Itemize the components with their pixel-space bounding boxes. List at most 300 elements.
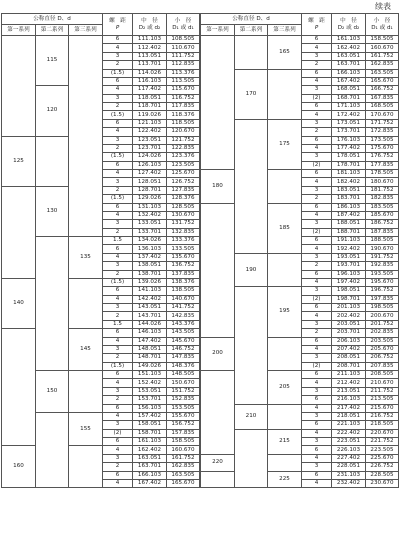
mid-diameter-cell: 144.026 xyxy=(133,320,167,328)
pitch-cell: 3 xyxy=(302,153,332,161)
pitch-cell: 6 xyxy=(302,203,332,211)
pitch-cell: 1.5 xyxy=(103,237,133,245)
minor-diameter-cell: 127.835 xyxy=(167,186,200,194)
pitch-cell: 6 xyxy=(103,404,133,412)
mid-diameter-cell: 151.103 xyxy=(133,371,167,379)
minor-diameter-cell: 203.505 xyxy=(366,337,399,345)
minor-diameter-cell: 146.752 xyxy=(167,345,200,353)
minor-diameter-cell: 165.670 xyxy=(366,77,399,85)
minor-diameter-cell: 191.752 xyxy=(366,253,399,261)
pitch-cell: 3 xyxy=(302,253,332,261)
pitch-cell: 4 xyxy=(103,170,133,178)
mid-diameter-cell: 206.103 xyxy=(332,337,366,345)
pitch-cell: 4 xyxy=(302,77,332,85)
mid-diameter-cell: 162.402 xyxy=(332,44,366,52)
nominal-diameter-cell: 165 xyxy=(268,36,302,70)
pitch-cell: 6 xyxy=(103,77,133,85)
pitch-cell: 4 xyxy=(103,412,133,420)
nominal-diameter-cell: 205 xyxy=(268,371,302,405)
table-row xyxy=(201,471,399,479)
minor-diameter-cell: 140.670 xyxy=(167,295,200,303)
nominal-diameter-cell: 210 xyxy=(235,404,268,429)
nominal-diameter-cell: 135 xyxy=(69,237,103,279)
mid-diameter-cell: 157.402 xyxy=(133,412,167,420)
table-row xyxy=(2,446,200,454)
header-series-3: 第三系列 xyxy=(268,25,302,36)
pitch-cell: 4 xyxy=(302,178,332,186)
minor-diameter-cell: 163.505 xyxy=(167,471,200,479)
mid-diameter-cell: 186.103 xyxy=(332,203,366,211)
pitch-cell: 3 xyxy=(302,52,332,60)
minor-diameter-cell: 208.505 xyxy=(366,371,399,379)
mid-diameter-cell: 153.701 xyxy=(133,396,167,404)
pitch-cell: 4 xyxy=(302,345,332,353)
pitch-cell: 4 xyxy=(103,295,133,303)
header-series-2: 第二系列 xyxy=(36,25,69,36)
minor-diameter-cell: 130.670 xyxy=(167,211,200,219)
minor-diameter-cell: 188.505 xyxy=(366,237,399,245)
pitch-cell: 6 xyxy=(103,438,133,446)
pitch-cell: 3 xyxy=(302,463,332,471)
pitch-cell: (2) xyxy=(302,295,332,303)
nominal-diameter-empty xyxy=(36,136,69,186)
nominal-diameter-empty xyxy=(201,36,235,170)
minor-diameter-cell: 173.505 xyxy=(366,136,399,144)
mid-diameter-cell: 177.402 xyxy=(332,144,366,152)
minor-diameter-cell: 147.835 xyxy=(167,354,200,362)
nominal-diameter-cell: 155 xyxy=(69,412,103,446)
pitch-cell: 4 xyxy=(302,379,332,387)
pitch-cell: 3 xyxy=(302,354,332,362)
header-series-3: 第三系列 xyxy=(69,25,103,36)
mid-diameter-cell: 231.103 xyxy=(332,471,366,479)
mid-diameter-cell: 162.402 xyxy=(133,446,167,454)
mid-diameter-cell: 188.701 xyxy=(332,228,366,236)
minor-diameter-cell: 160.670 xyxy=(366,44,399,52)
mid-diameter-cell: 136.103 xyxy=(133,245,167,253)
minor-diameter-cell: 218.505 xyxy=(366,421,399,429)
mid-diameter-cell: 171.103 xyxy=(332,103,366,111)
minor-diameter-cell: 183.505 xyxy=(366,203,399,211)
mid-diameter-cell: 118.701 xyxy=(133,103,167,111)
minor-diameter-cell: 128.376 xyxy=(167,195,200,203)
mid-diameter-cell: 138.701 xyxy=(133,270,167,278)
nominal-diameter-cell: 175 xyxy=(268,119,302,169)
minor-diameter-cell: 142.835 xyxy=(167,312,200,320)
nominal-diameter-empty xyxy=(36,237,69,371)
minor-diameter-cell: 172.835 xyxy=(366,128,399,136)
pitch-cell: 2 xyxy=(103,270,133,278)
minor-diameter-cell: 225.670 xyxy=(366,454,399,462)
nominal-diameter-cell: 200 xyxy=(201,337,235,371)
pitch-cell: 4 xyxy=(103,211,133,219)
pitch-cell: 4 xyxy=(302,479,332,487)
mid-diameter-cell: 114.026 xyxy=(133,69,167,77)
minor-diameter-cell: 185.670 xyxy=(366,211,399,219)
pitch-cell: 3 xyxy=(302,438,332,446)
minor-diameter-cell: 128.505 xyxy=(167,203,200,211)
mid-diameter-cell: 228.051 xyxy=(332,463,366,471)
mid-diameter-cell: 193.051 xyxy=(332,253,366,261)
minor-diameter-cell: 162.835 xyxy=(167,463,200,471)
mid-diameter-cell: 232.402 xyxy=(332,479,366,487)
mid-diameter-cell: 173.701 xyxy=(332,128,366,136)
pitch-cell: 6 xyxy=(302,103,332,111)
nominal-diameter-cell: 140 xyxy=(2,278,36,328)
pitch-cell: 2 xyxy=(302,61,332,69)
minor-diameter-cell: 171.752 xyxy=(366,119,399,127)
minor-diameter-cell: 133.376 xyxy=(167,237,200,245)
mid-diameter-cell: 167.402 xyxy=(332,77,366,85)
minor-diameter-cell: 118.505 xyxy=(167,119,200,127)
mid-diameter-cell: 193.701 xyxy=(332,262,366,270)
pitch-cell: 3 xyxy=(103,262,133,270)
nominal-diameter-cell: 150 xyxy=(36,371,69,413)
pitch-cell: 4 xyxy=(302,278,332,286)
pitch-cell: 2 xyxy=(103,103,133,111)
minor-diameter-cell: 158.505 xyxy=(366,36,399,44)
mid-diameter-cell: 116.103 xyxy=(133,77,167,85)
minor-diameter-cell: 108.505 xyxy=(167,36,200,44)
mid-diameter-cell: 158.051 xyxy=(133,421,167,429)
minor-diameter-cell: 197.835 xyxy=(366,295,399,303)
pitch-cell: 3 xyxy=(103,94,133,102)
table-row xyxy=(2,36,200,44)
table-row xyxy=(2,278,200,286)
mid-diameter-cell: 183.051 xyxy=(332,186,366,194)
pitch-cell: 3 xyxy=(302,320,332,328)
nominal-diameter-cell: 195 xyxy=(268,287,302,337)
pitch-cell: 3 xyxy=(103,178,133,186)
minor-diameter-cell: 206.752 xyxy=(366,354,399,362)
nominal-diameter-empty xyxy=(235,36,268,70)
minor-diameter-cell: 181.752 xyxy=(366,186,399,194)
pitch-cell: 6 xyxy=(103,287,133,295)
minor-diameter-cell: 160.670 xyxy=(167,446,200,454)
pitch-cell: 3 xyxy=(103,304,133,312)
minor-diameter-cell: 226.752 xyxy=(366,463,399,471)
pitch-cell: 2 xyxy=(302,329,332,337)
header-mid-diameter: 中 径 D₂ 或 d₂ xyxy=(133,14,167,36)
pitch-cell: 3 xyxy=(103,387,133,395)
mid-diameter-cell: 176.103 xyxy=(332,136,366,144)
minor-diameter-cell: 161.752 xyxy=(366,52,399,60)
mid-diameter-cell: 138.051 xyxy=(133,262,167,270)
minor-diameter-cell: 213.505 xyxy=(366,396,399,404)
minor-diameter-cell: 228.505 xyxy=(366,471,399,479)
minor-diameter-cell: 220.670 xyxy=(366,429,399,437)
mid-diameter-cell: 113.051 xyxy=(133,52,167,60)
pitch-cell: (1.5) xyxy=(103,69,133,77)
minor-diameter-cell: 161.752 xyxy=(167,454,200,462)
pitch-cell: 4 xyxy=(302,111,332,119)
minor-diameter-cell: 177.835 xyxy=(366,161,399,169)
pitch-cell: 3 xyxy=(103,136,133,144)
pitch-cell: 4 xyxy=(103,86,133,94)
pitch-cell: (2) xyxy=(302,228,332,236)
mid-diameter-cell: 148.701 xyxy=(133,354,167,362)
nominal-diameter-cell: 120 xyxy=(36,86,69,136)
pitch-cell: (2) xyxy=(302,362,332,370)
nominal-diameter-cell: 225 xyxy=(268,471,302,488)
mid-diameter-cell: 133.701 xyxy=(133,228,167,236)
mid-diameter-cell: 166.103 xyxy=(133,471,167,479)
minor-diameter-cell: 156.752 xyxy=(167,421,200,429)
pitch-cell: 4 xyxy=(302,144,332,152)
nominal-diameter-cell: 130 xyxy=(36,186,69,236)
nominal-diameter-empty xyxy=(235,119,268,253)
pitch-cell: 4 xyxy=(103,479,133,487)
pitch-cell: 4 xyxy=(103,337,133,345)
pitch-cell: 3 xyxy=(302,186,332,194)
minor-diameter-cell: 175.670 xyxy=(366,144,399,152)
mid-diameter-cell: 207.402 xyxy=(332,345,366,353)
header-series-1: 第一系列 xyxy=(201,25,235,36)
minor-diameter-cell: 116.752 xyxy=(167,94,200,102)
mid-diameter-cell: 192.402 xyxy=(332,245,366,253)
nominal-diameter-cell: 125 xyxy=(2,136,36,186)
nominal-diameter-empty xyxy=(2,186,36,278)
minor-diameter-cell: 205.670 xyxy=(366,345,399,353)
mid-diameter-cell: 127.402 xyxy=(133,170,167,178)
minor-diameter-cell: 118.376 xyxy=(167,111,200,119)
pitch-cell: 4 xyxy=(103,44,133,52)
minor-diameter-cell: 223.505 xyxy=(366,446,399,454)
pitch-cell: 3 xyxy=(302,220,332,228)
pitch-cell: 6 xyxy=(302,237,332,245)
minor-diameter-cell: 163.505 xyxy=(366,69,399,77)
minor-diameter-cell: 111.752 xyxy=(167,52,200,60)
pitch-cell: 6 xyxy=(302,337,332,345)
mid-diameter-cell: 218.051 xyxy=(332,412,366,420)
nominal-diameter-empty xyxy=(235,287,268,404)
pitch-cell: 6 xyxy=(302,170,332,178)
minor-diameter-cell: 121.752 xyxy=(167,136,200,144)
thread-table-right xyxy=(200,13,399,488)
minor-diameter-cell: 136.752 xyxy=(167,262,200,270)
minor-diameter-cell: 168.505 xyxy=(366,103,399,111)
mid-diameter-cell: 134.026 xyxy=(133,237,167,245)
nominal-diameter-cell: 215 xyxy=(268,429,302,454)
table-row xyxy=(201,203,399,211)
minor-diameter-cell: 126.752 xyxy=(167,178,200,186)
pitch-cell: 2 xyxy=(103,463,133,471)
mid-diameter-cell: 118.051 xyxy=(133,94,167,102)
minor-diameter-cell: 135.670 xyxy=(167,253,200,261)
mid-diameter-cell: 203.701 xyxy=(332,329,366,337)
nominal-diameter-cell: 190 xyxy=(235,253,268,287)
mid-diameter-cell: 119.026 xyxy=(133,111,167,119)
mid-diameter-cell: 152.402 xyxy=(133,379,167,387)
nominal-diameter-empty xyxy=(69,278,103,328)
nominal-diameter-cell: 170 xyxy=(235,69,268,119)
minor-diameter-cell: 138.376 xyxy=(167,278,200,286)
nominal-diameter-empty xyxy=(2,36,36,137)
mid-diameter-cell: 208.051 xyxy=(332,354,366,362)
pitch-cell: 6 xyxy=(302,69,332,77)
minor-diameter-cell: 193.505 xyxy=(366,270,399,278)
mid-diameter-cell: 147.402 xyxy=(133,337,167,345)
mid-diameter-cell: 149.026 xyxy=(133,362,167,370)
pitch-cell: 4 xyxy=(103,446,133,454)
nominal-diameter-empty xyxy=(268,69,302,119)
mid-diameter-cell: 168.701 xyxy=(332,94,366,102)
pitch-cell: 6 xyxy=(103,203,133,211)
minor-diameter-cell: 158.505 xyxy=(167,438,200,446)
pitch-cell: 6 xyxy=(103,245,133,253)
minor-diameter-cell: 180.670 xyxy=(366,178,399,186)
minor-diameter-cell: 182.835 xyxy=(366,195,399,203)
mid-diameter-cell: 123.701 xyxy=(133,144,167,152)
pitch-cell: 6 xyxy=(302,136,332,144)
pitch-cell: 6 xyxy=(302,270,332,278)
minor-diameter-cell: 207.835 xyxy=(366,362,399,370)
nominal-diameter-empty xyxy=(36,412,69,487)
mid-diameter-cell: 161.103 xyxy=(332,36,366,44)
nominal-diameter-cell: 185 xyxy=(268,203,302,253)
mid-diameter-cell: 212.402 xyxy=(332,379,366,387)
mid-diameter-cell: 201.103 xyxy=(332,304,366,312)
mid-diameter-cell: 188.051 xyxy=(332,220,366,228)
nominal-diameter-cell: 160 xyxy=(2,446,36,488)
mid-diameter-cell: 172.402 xyxy=(332,111,366,119)
pitch-cell: 6 xyxy=(103,161,133,169)
mid-diameter-cell: 131.103 xyxy=(133,203,167,211)
header-series-2: 第二系列 xyxy=(235,25,268,36)
mid-diameter-cell: 221.103 xyxy=(332,421,366,429)
minor-diameter-cell: 178.505 xyxy=(366,170,399,178)
mid-diameter-cell: 196.103 xyxy=(332,270,366,278)
mid-diameter-cell: 142.402 xyxy=(133,295,167,303)
mid-diameter-cell: 211.103 xyxy=(332,371,366,379)
header-nominal: 公称直径 D、d xyxy=(2,14,103,25)
mid-diameter-cell: 222.402 xyxy=(332,429,366,437)
table-row xyxy=(201,170,399,178)
mid-diameter-cell: 143.701 xyxy=(133,312,167,320)
pitch-cell: 4 xyxy=(103,128,133,136)
pitch-cell: 6 xyxy=(302,471,332,479)
nominal-diameter-empty xyxy=(201,203,235,337)
nominal-diameter-empty xyxy=(268,454,302,471)
pitch-cell: 4 xyxy=(103,253,133,261)
pitch-cell: (1.5) xyxy=(103,111,133,119)
minor-diameter-cell: 167.835 xyxy=(366,94,399,102)
minor-diameter-cell: 192.835 xyxy=(366,262,399,270)
pitch-cell: 6 xyxy=(302,421,332,429)
mid-diameter-cell: 198.701 xyxy=(332,295,366,303)
mid-diameter-cell: 213.051 xyxy=(332,387,366,395)
minor-diameter-cell: 187.835 xyxy=(366,228,399,236)
header-pitch: 螺 距 P xyxy=(103,14,133,36)
nominal-diameter-empty xyxy=(201,471,235,488)
minor-diameter-cell: 190.670 xyxy=(366,245,399,253)
minor-diameter-cell: 117.835 xyxy=(167,103,200,111)
pitch-cell: 3 xyxy=(103,52,133,60)
mid-diameter-cell: 226.103 xyxy=(332,446,366,454)
table-row xyxy=(201,454,399,462)
nominal-diameter-empty xyxy=(69,36,103,237)
pitch-cell: 6 xyxy=(302,396,332,404)
minor-diameter-cell: 115.670 xyxy=(167,86,200,94)
pitch-cell: (1.5) xyxy=(103,153,133,161)
nominal-diameter-empty xyxy=(201,371,235,455)
pitch-cell: 2 xyxy=(103,186,133,194)
minor-diameter-cell: 123.376 xyxy=(167,153,200,161)
pitch-cell: 3 xyxy=(103,220,133,228)
header-mid-diameter: 中 径 D₂ 或 d₂ xyxy=(332,14,366,36)
mid-diameter-cell: 163.701 xyxy=(133,463,167,471)
mid-diameter-cell: 161.103 xyxy=(133,438,167,446)
header-minor-diameter: 小 径 D₁ 或 d₁ xyxy=(167,14,200,36)
mid-diameter-cell: 187.402 xyxy=(332,211,366,219)
mid-diameter-cell: 148.051 xyxy=(133,345,167,353)
minor-diameter-cell: 221.752 xyxy=(366,438,399,446)
minor-diameter-cell: 148.376 xyxy=(167,362,200,370)
minor-diameter-cell: 201.752 xyxy=(366,320,399,328)
nominal-diameter-cell: 145 xyxy=(69,329,103,371)
mid-diameter-cell: 137.402 xyxy=(133,253,167,261)
pitch-cell: 6 xyxy=(103,371,133,379)
mid-diameter-cell: 178.051 xyxy=(332,153,366,161)
thread-table-left xyxy=(1,13,200,488)
minor-diameter-cell: 112.835 xyxy=(167,61,200,69)
minor-diameter-cell: 155.670 xyxy=(167,412,200,420)
nominal-diameter-cell: 220 xyxy=(201,454,235,471)
pitch-cell: 3 xyxy=(302,287,332,295)
pitch-cell: (2) xyxy=(302,94,332,102)
pitch-cell: 2 xyxy=(103,354,133,362)
pitch-cell: 6 xyxy=(103,329,133,337)
mid-diameter-cell: 139.026 xyxy=(133,278,167,286)
header-nominal: 公称直径 D、d xyxy=(201,14,302,25)
minor-diameter-cell: 131.752 xyxy=(167,220,200,228)
minor-diameter-cell: 216.752 xyxy=(366,412,399,420)
mid-diameter-cell: 166.103 xyxy=(332,69,366,77)
mid-diameter-cell: 208.701 xyxy=(332,362,366,370)
pitch-cell: 6 xyxy=(302,371,332,379)
table-row xyxy=(201,36,399,44)
mid-diameter-cell: 163.051 xyxy=(133,454,167,462)
nominal-diameter-empty xyxy=(268,170,302,204)
minor-diameter-cell: 148.505 xyxy=(167,371,200,379)
mid-diameter-cell: 146.103 xyxy=(133,329,167,337)
mid-diameter-cell: 182.402 xyxy=(332,178,366,186)
pitch-cell: 4 xyxy=(302,245,332,253)
minor-diameter-cell: 138.505 xyxy=(167,287,200,295)
pitch-cell: (2) xyxy=(103,429,133,437)
table-row xyxy=(201,371,399,379)
pitch-cell: 6 xyxy=(302,304,332,312)
minor-diameter-cell: 230.670 xyxy=(366,479,399,487)
mid-diameter-cell: 163.051 xyxy=(332,52,366,60)
minor-diameter-cell: 157.835 xyxy=(167,429,200,437)
pitch-cell: 6 xyxy=(302,36,332,44)
mid-diameter-cell: 141.103 xyxy=(133,287,167,295)
minor-diameter-cell: 141.752 xyxy=(167,304,200,312)
minor-diameter-cell: 113.376 xyxy=(167,69,200,77)
pitch-cell: 2 xyxy=(302,262,332,270)
minor-diameter-cell: 132.835 xyxy=(167,228,200,236)
nominal-diameter-empty xyxy=(69,371,103,413)
pitch-cell: 3 xyxy=(103,345,133,353)
mid-diameter-cell: 173.051 xyxy=(332,119,366,127)
minor-diameter-cell: 215.670 xyxy=(366,404,399,412)
mid-diameter-cell: 198.051 xyxy=(332,287,366,295)
minor-diameter-cell: 110.670 xyxy=(167,44,200,52)
nominal-diameter-empty xyxy=(69,446,103,488)
mid-diameter-cell: 163.701 xyxy=(332,61,366,69)
minor-diameter-cell: 150.670 xyxy=(167,379,200,387)
